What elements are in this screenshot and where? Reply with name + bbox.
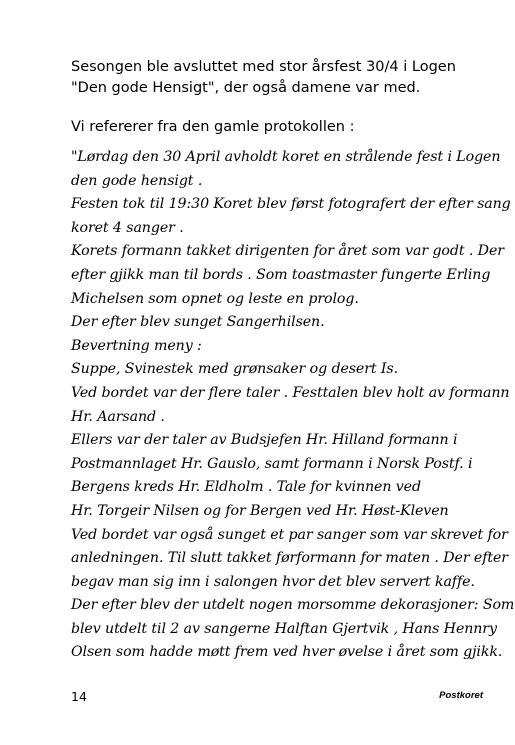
- protocol-line: Hr. Aarsand .: [71, 408, 165, 425]
- page-number: 14: [71, 689, 87, 704]
- protocol-line: Ved bordet var der flere taler . Festtalen blev holt av formann: [71, 384, 510, 401]
- protocol-line: koret 4 sanger .: [71, 219, 184, 236]
- protocol-line: Bergens kreds Hr. Eldholm . Tale for kvinnen ved: [71, 479, 421, 496]
- protocol-line: "Lørdag den 30 April avholdt koret en strålende fest i Logen: [71, 149, 501, 165]
- protocol-line: Der efter blev der utdelt nogen morsomme dekorasjoner: Som: [71, 597, 515, 614]
- intro-paragraph: Sesongen ble avsluttet med stor årsfest 30/4 i Logen "Den gode Hensigt", der også damene var med.: [71, 59, 456, 96]
- protocol-line: anledningen. Til slutt takket førformann for maten . Der efter: [71, 550, 508, 567]
- protocol-line: den gode hensigt .: [71, 172, 203, 189]
- intro-subheading: Vi refererer fra den gamle protokollen :: [71, 119, 355, 135]
- protocol-line: blev utdelt til 2 av sangerne Halftan Gjertvik , Hans Hennry: [71, 620, 497, 637]
- protocol-line: Suppe, Svinestek med grønsaker og desert Is.: [71, 361, 399, 378]
- protocol-excerpt: [71, 146, 515, 665]
- protocol-line: Ved bordet var også sunget et par sanger som var skrevet for: [71, 526, 508, 543]
- protocol-line: Festen tok til 19:30 Koret blev først fotografert der efter sang: [71, 196, 511, 213]
- protocol-line: Der efter blev sunget Sangerhilsen.: [71, 314, 325, 331]
- protocol-line: efter gjikk man til bords . Som toastmaster fungerte Erling: [71, 266, 491, 283]
- protocol-line: Korets formann takket dirigenten for året som var godt . Der: [71, 243, 504, 260]
- footer-title: Postkoret: [439, 690, 483, 701]
- protocol-line: Michelsen som opnet og leste en prolog.: [71, 290, 359, 307]
- protocol-line: Ellers var der taler av Budsjefen Hr. Hilland formann i: [71, 432, 458, 449]
- protocol-line: Postmannlaget Hr. Gauslo, samt formann i Norsk Postf. i: [71, 455, 473, 472]
- protocol-line: Olsen som hadde møtt frem ved hver øvelse i året som gjikk.: [71, 644, 503, 661]
- protocol-line: Hr. Torgeir Nilsen og for Bergen ved Hr. Høst-Kleven: [71, 502, 449, 519]
- protocol-line: begav man sig inn i salongen hvor det blev servert kaffe.: [71, 573, 475, 590]
- protocol-line: Bevertning meny :: [71, 337, 202, 354]
